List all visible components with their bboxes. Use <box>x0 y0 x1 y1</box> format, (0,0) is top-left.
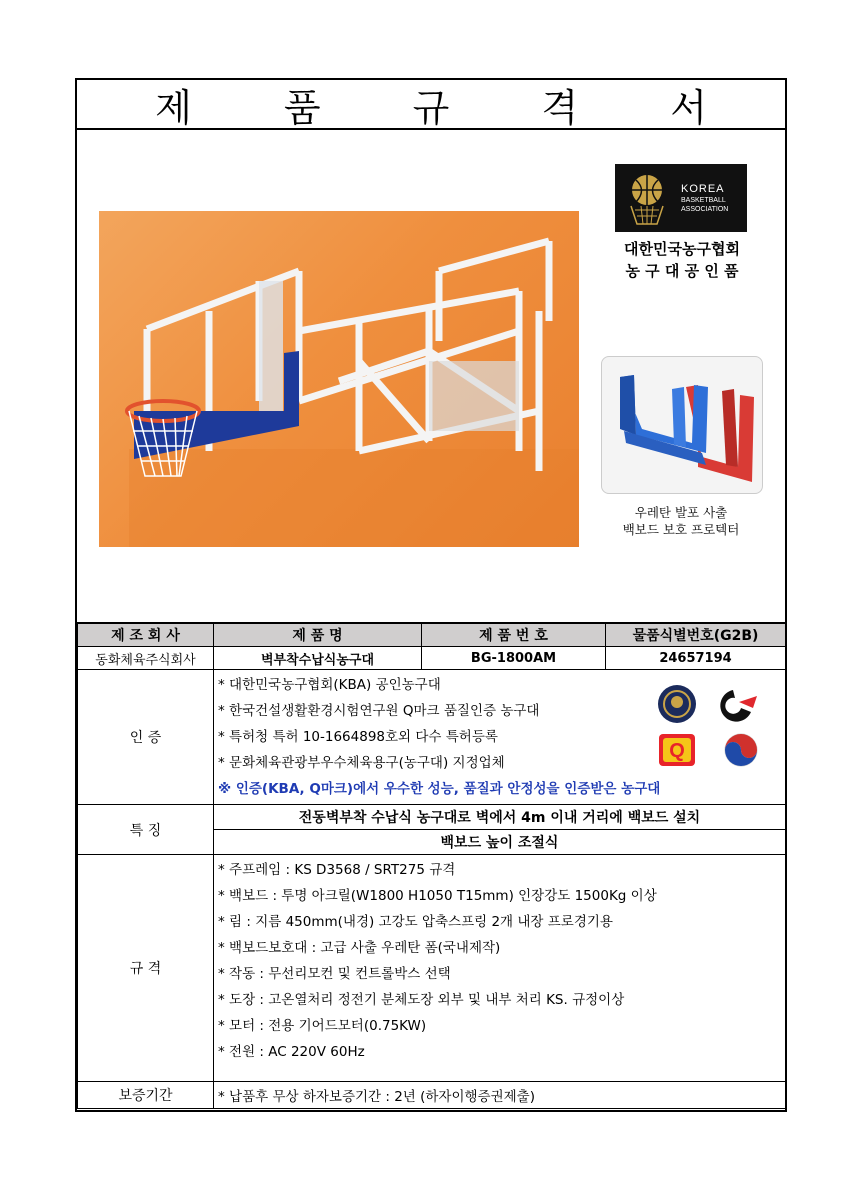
header-product-number: 제 품 번 호 <box>422 623 606 647</box>
product-photo <box>99 211 579 547</box>
cert-highlight: ※ 인증(KBA, Q마크)에서 우수한 성능, 품질과 안정성을 인증받은 농구대 <box>218 781 661 797</box>
kba-caption <box>597 238 767 282</box>
cert-line: * 문화체육관광부우수체육용구(농구대) 지정업체 <box>218 755 505 771</box>
warranty-row <box>78 1082 786 1109</box>
header-product-name: 제 품 명 <box>214 623 422 647</box>
cert-line: * 특허청 특허 10-1664898호외 다수 특허등록 <box>218 729 498 745</box>
korea-taegeuk-icon <box>725 734 757 766</box>
spec-line: * 전원 : AC 220V 60Hz <box>218 1044 365 1060</box>
spec-label: 규 격 <box>78 855 214 1082</box>
warranty-label: 보증기간 <box>78 1082 214 1109</box>
document-title-bar <box>77 80 785 130</box>
cert-content <box>214 670 786 805</box>
kba-caption-line1: 대한민국농구협회 <box>624 240 740 258</box>
header-g2b-id: 물품식별번호(G2B) <box>606 623 786 647</box>
kba-logo <box>615 164 747 232</box>
kba-logo-line1: KOREA <box>681 183 725 195</box>
value-manufacturer: 동화체육주식회사 <box>78 647 214 670</box>
warranty-text: * 납품후 무상 하자보증기간 : 2년 (하자이행증권제출) <box>214 1082 786 1109</box>
feature-label: 특 징 <box>78 805 214 855</box>
cert-line: * 대한민국농구협회(KBA) 공인농구대 <box>218 677 441 693</box>
header-row <box>78 623 786 647</box>
spec-sheet <box>75 78 787 1112</box>
pad-caption-line2: 백보드 보호 프로텍터 <box>622 522 740 537</box>
spec-line: * 백보드보호대 : 고급 사출 우레탄 폼(국내제작) <box>218 940 501 956</box>
pad-caption-line1: 우레탄 발포 사출 <box>634 505 728 520</box>
spec-line: * 작동 : 무선리모컨 및 컨트롤박스 선택 <box>218 966 451 982</box>
basketball-logo-icon <box>621 170 673 226</box>
pad-caption <box>591 504 771 538</box>
spec-content <box>214 855 786 1082</box>
feature-row-1 <box>78 805 786 830</box>
cert-logos <box>655 684 765 774</box>
document-title: 제 품 규 격 서 <box>155 85 747 130</box>
spec-row <box>78 855 786 1082</box>
ks-mark-icon <box>720 690 757 722</box>
spec-line: * 주프레임 : KS D3568 / SRT275 규격 <box>218 862 456 878</box>
value-product-number: BG-1800AM <box>422 647 606 670</box>
value-row <box>78 647 786 670</box>
spec-line: * 모터 : 전용 기어드모터(0.75KW) <box>218 1018 427 1034</box>
spec-table <box>77 622 786 1109</box>
feature-line-2: 백보드 높이 조절식 <box>214 830 786 855</box>
kba-seal-icon <box>658 685 696 723</box>
q-mark-icon <box>659 734 695 766</box>
photo-area <box>77 130 785 622</box>
value-g2b-id: 24657194 <box>606 647 786 670</box>
kba-logo-line2: BASKETBALL <box>681 197 726 204</box>
pad-protector-photo <box>601 356 763 494</box>
spec-line: * 림 : 지름 450mm(내경) 고강도 압축스프링 2개 내장 프로경기용 <box>218 914 613 930</box>
value-product-name: 벽부착수납식농구대 <box>214 647 422 670</box>
spec-line: * 도장 : 고온열처리 정전기 분체도장 외부 및 내부 처리 KS. 규정이상 <box>218 992 625 1008</box>
q-mark-letter: Q <box>669 740 685 762</box>
feature-line-1: 전동벽부착 수납식 농구대로 벽에서 4m 이내 거리에 백보드 설치 <box>214 805 786 830</box>
spec-line: * 백보드 : 투명 아크릴(W1800 H1050 T15mm) 인장강도 1500Kg 이상 <box>218 888 657 904</box>
cert-label: 인 증 <box>78 670 214 805</box>
cert-row <box>78 670 786 805</box>
kba-caption-line2: 농 구 대 공 인 품 <box>625 262 739 280</box>
cert-line: * 한국건설생활환경시험연구원 Q마크 품질인증 농구대 <box>218 703 540 719</box>
header-manufacturer: 제 조 회 사 <box>78 623 214 647</box>
kba-logo-line3: ASSOCIATION <box>681 206 729 213</box>
